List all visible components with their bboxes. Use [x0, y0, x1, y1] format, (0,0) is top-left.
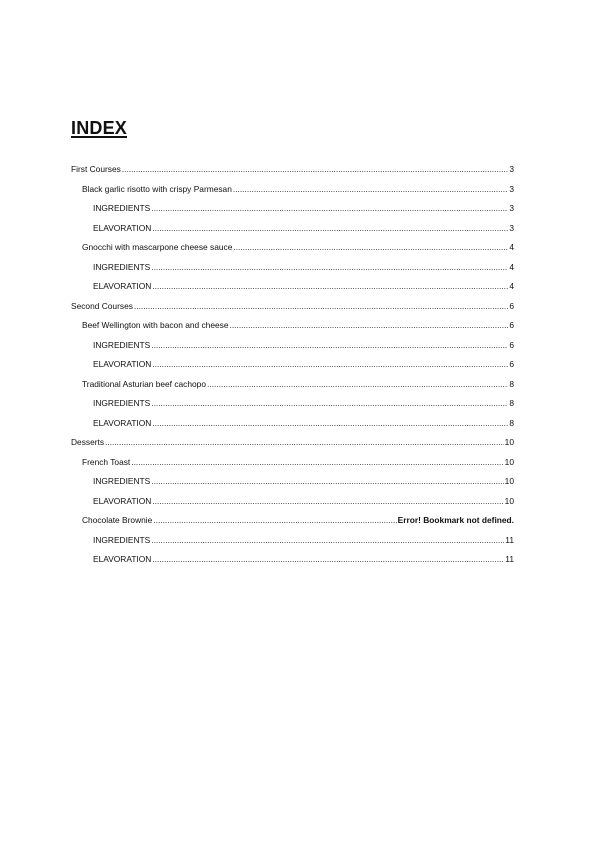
toc-entry-label: Black garlic risotto with crispy Parmesan	[82, 183, 232, 194]
toc-entry-label: ELAVORATION	[93, 417, 152, 428]
toc-entry-gnocchi[interactable]	[82, 240, 514, 254]
toc-page-number: 11	[505, 554, 514, 564]
toc-dot-leader	[151, 474, 503, 488]
toc-entry-black-garlic-risotto[interactable]	[82, 182, 514, 196]
toc-page-number: 10	[504, 495, 514, 506]
toc-page-number: 10	[504, 456, 514, 467]
toc-entry-label: INGREDIENTS	[93, 203, 151, 213]
toc-entry-label: Beef Wellington with bacon and cheese	[82, 320, 229, 330]
toc-entry-ingredients[interactable]	[93, 533, 514, 547]
toc-entry-ingredients[interactable]	[93, 338, 514, 352]
toc-page-number: 6	[509, 320, 514, 330]
toc-entry-desserts[interactable]	[71, 435, 514, 449]
toc-entry-label: Gnocchi with mascarpone cheese sauce	[82, 242, 233, 252]
toc-entry-label: Second Courses	[71, 300, 133, 311]
toc-entry-elavoration[interactable]	[93, 552, 514, 566]
toc-entry-french-toast[interactable]	[82, 455, 514, 469]
toc-entry-label: ELAVORATION	[93, 222, 152, 233]
toc-page-number: 3	[509, 164, 514, 174]
toc-entry-asturian-cachopo[interactable]	[82, 377, 514, 391]
toc-page-number: 8	[509, 378, 514, 389]
toc-dot-leader	[151, 396, 508, 410]
toc-page-number: 8	[509, 398, 514, 408]
toc-dot-leader	[134, 299, 508, 313]
toc-page-number: 4	[509, 281, 514, 291]
toc-entry-ingredients[interactable]	[93, 396, 514, 410]
toc-entry-elavoration[interactable]	[93, 494, 514, 508]
toc-dot-leader	[105, 435, 504, 449]
toc-entry-label: Traditional Asturian beef cachopo	[82, 378, 206, 389]
toc-page-number: 10	[504, 437, 514, 447]
toc-entry-label: Desserts	[71, 437, 105, 447]
toc-entry-label: ELAVORATION	[93, 281, 152, 291]
toc-page-number: 6	[509, 300, 514, 311]
toc-dot-leader	[207, 377, 508, 391]
toc-entry-label: INGREDIENTS	[93, 339, 151, 350]
toc-entry-label: INGREDIENTS	[93, 476, 151, 486]
toc-entry-second-courses[interactable]	[71, 299, 514, 313]
toc-dot-leader	[230, 318, 509, 332]
toc-dot-leader	[153, 513, 396, 527]
toc-dot-leader	[151, 338, 508, 352]
toc-entry-label: Chocolate Brownie	[82, 515, 153, 525]
toc-entry-ingredients[interactable]	[93, 474, 514, 488]
toc-entry-beef-wellington[interactable]	[82, 318, 514, 332]
toc-entry-label: ELAVORATION	[93, 554, 152, 564]
toc-dot-leader	[152, 552, 504, 566]
toc-entry-ingredients[interactable]	[93, 260, 514, 274]
toc-dot-leader	[152, 221, 508, 235]
toc-entry-ingredients[interactable]	[93, 201, 514, 215]
toc-entry-label: INGREDIENTS	[93, 261, 151, 272]
toc-dot-leader	[152, 416, 508, 430]
toc-entry-first-courses[interactable]	[71, 162, 514, 176]
toc-dot-leader	[151, 201, 508, 215]
toc-bookmark-error: Error! Bookmark not defined.	[397, 515, 514, 525]
toc-page-number: 3	[509, 203, 514, 213]
toc-entry-elavoration[interactable]	[93, 357, 514, 371]
toc-page-number: 4	[509, 261, 514, 272]
toc-page-number: 8	[509, 417, 514, 428]
toc-page-number: 6	[509, 359, 514, 369]
toc-page-number: 10	[504, 476, 514, 486]
toc-dot-leader	[151, 260, 508, 274]
toc-entry-label: INGREDIENTS	[93, 534, 151, 545]
toc-dot-leader	[152, 494, 503, 508]
toc-dot-leader	[233, 240, 508, 254]
toc-page-number: 11	[505, 534, 514, 545]
page-title: INDEX	[71, 118, 128, 138]
toc-dot-leader	[131, 455, 503, 469]
toc-entry-label: First Courses	[71, 164, 121, 174]
toc-entry-chocolate-brownie[interactable]	[82, 513, 514, 527]
toc-entry-label: ELAVORATION	[93, 495, 152, 506]
toc-entry-label: ELAVORATION	[93, 359, 152, 369]
toc-entry-label: French Toast	[82, 456, 131, 467]
toc-dot-leader	[122, 162, 509, 176]
toc-page-number: 3	[509, 183, 514, 194]
toc-entry-elavoration[interactable]	[93, 416, 514, 430]
toc-page-number: 4	[509, 242, 514, 252]
toc-page-number: 6	[509, 339, 514, 350]
toc-entry-label: INGREDIENTS	[93, 398, 151, 408]
toc-dot-leader	[152, 357, 508, 371]
toc-entry-elavoration[interactable]	[93, 221, 514, 235]
toc-entry-elavoration[interactable]	[93, 279, 514, 293]
toc-dot-leader	[152, 279, 508, 293]
toc-page-number: 3	[509, 222, 514, 233]
toc-dot-leader	[233, 182, 508, 196]
toc-dot-leader	[151, 533, 504, 547]
